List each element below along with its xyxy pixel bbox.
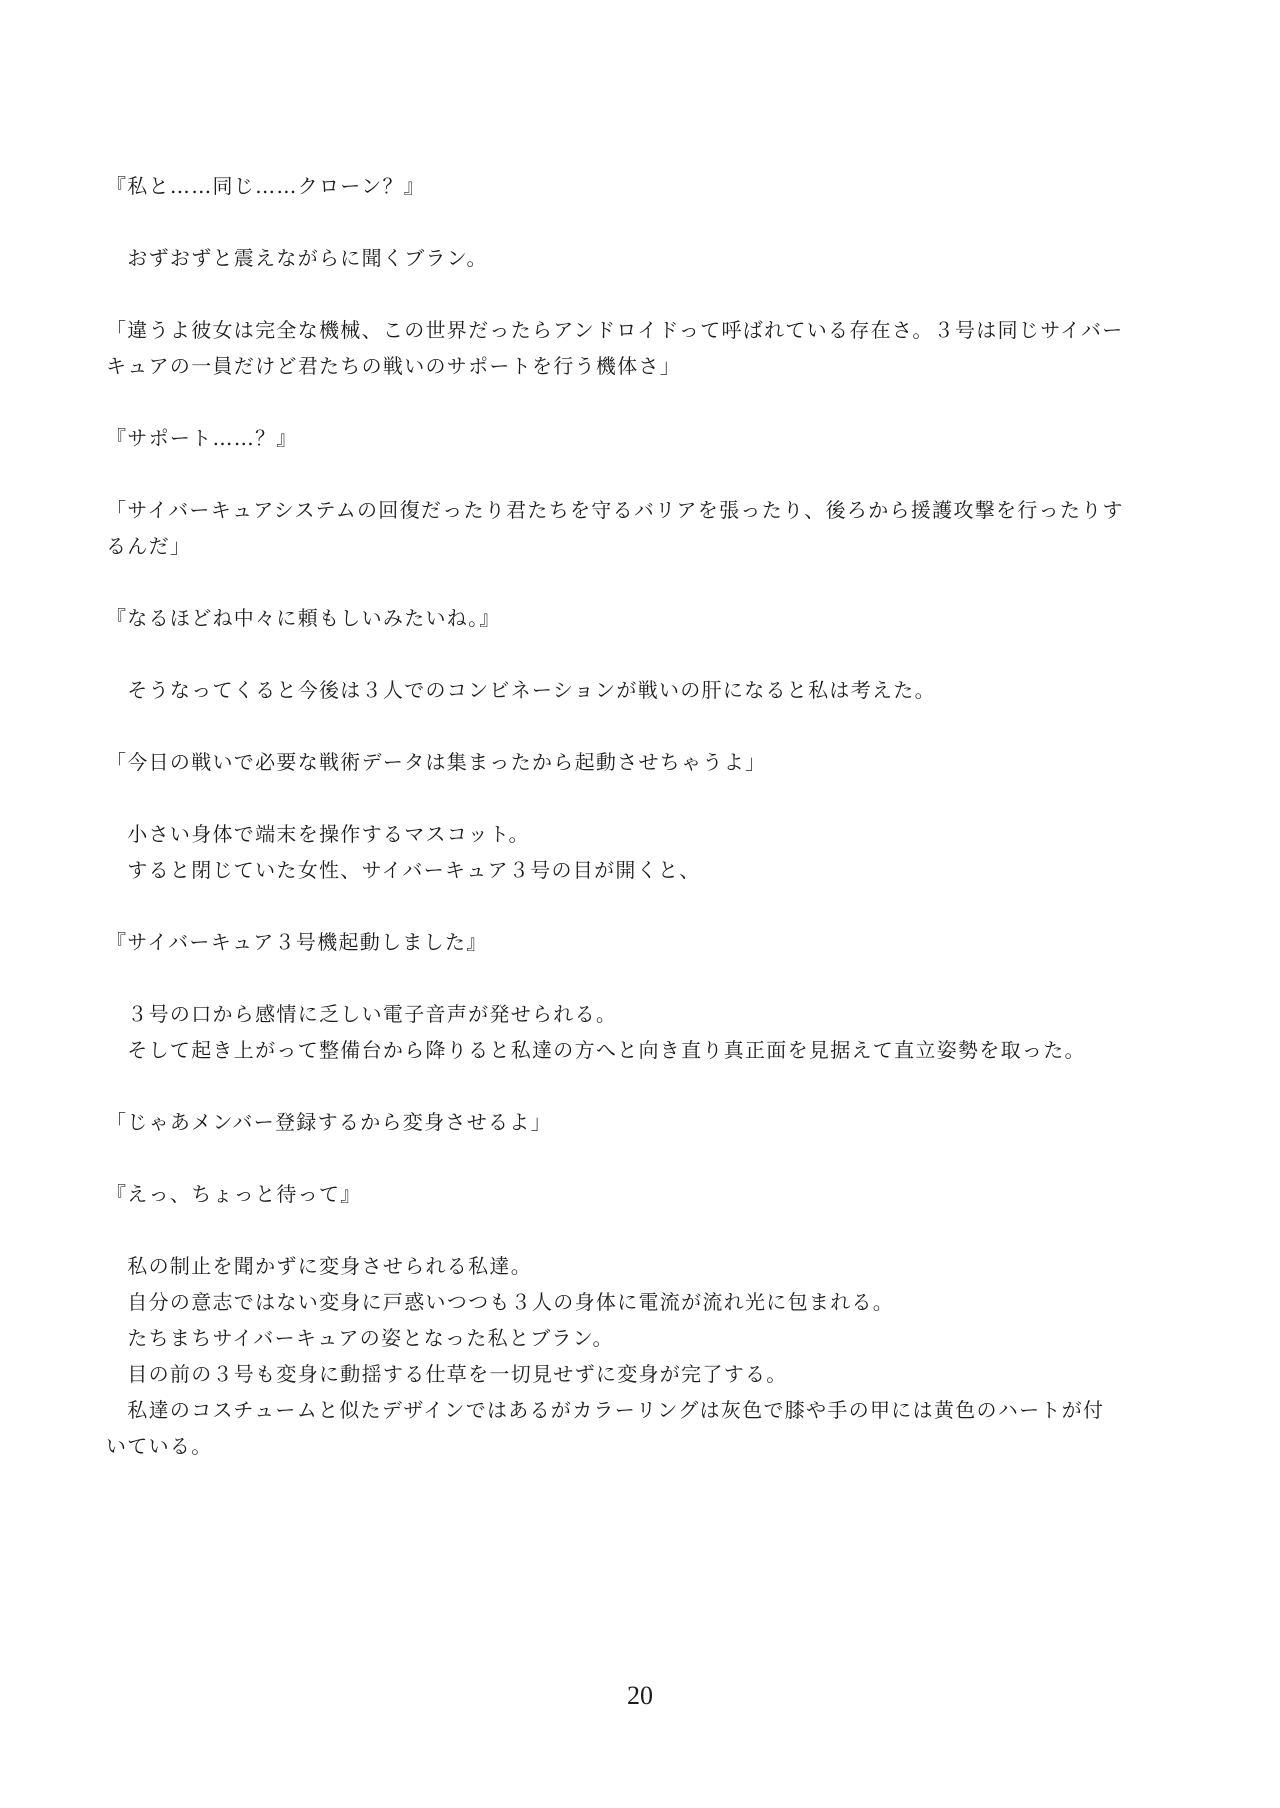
text-line: たちまちサイバーキュアの姿となった私とブラン。	[106, 1326, 614, 1350]
paragraph-gap	[106, 780, 1186, 816]
text-line: キュアの一員だけど君たちの戦いのサポートを行う機体さ」	[106, 354, 682, 378]
text-line: 『なるほどね中々に頼もしいみたいね。』	[106, 606, 501, 630]
paragraph-gap	[106, 960, 1186, 996]
text-line: 『えっ、ちょっと待って』	[106, 1182, 362, 1206]
paragraph-gap	[106, 1140, 1186, 1176]
text-line: 「サイバーキュアシステムの回復だったり君たちを守るバリアを張ったり、後ろから援護攻撃を行ったりす	[106, 498, 1124, 522]
text-line: 『サポート……？』	[106, 426, 298, 450]
text-line: おずおずと震えながらに聞くブラン。	[106, 246, 488, 270]
paragraph-gap	[106, 1212, 1186, 1248]
text-line: 「じゃあメンバー登録するから変身させるよ」	[106, 1110, 552, 1134]
text-line: すると閉じていた女性、サイバーキュア３号の目が開くと、	[106, 858, 701, 882]
paragraph-gap	[106, 204, 1186, 240]
paragraph-gap	[106, 564, 1186, 600]
text-line: そして起き上がって整備台から降りると私達の方へと向き直り真正面を見据えて直立姿勢を取った。	[106, 1038, 1086, 1062]
paragraph-gap	[106, 276, 1186, 312]
paragraph-gap	[106, 708, 1186, 744]
paragraph-gap	[106, 636, 1186, 672]
paragraph-gap	[106, 1068, 1186, 1104]
text-line: 自分の意志ではない変身に戸惑いつつも３人の身体に電流が流れ光に包まれる。	[106, 1290, 895, 1314]
text-line: 『私と……同じ……クローン？』	[106, 174, 426, 198]
paragraph-gap	[106, 888, 1186, 924]
text-line: 目の前の３号も変身に動揺する仕草を一切見せずに変身が完了する。	[106, 1362, 788, 1386]
paragraph-gap	[106, 456, 1186, 492]
text-line: 『サイバーキュア３号機起動しました』	[106, 930, 488, 954]
paragraph-gap	[106, 384, 1186, 420]
text-line: 小さい身体で端末を操作するマスコット。	[106, 822, 530, 846]
text-line: 私の制止を聞かずに変身させられる私達。	[106, 1254, 532, 1278]
text-line: 「今日の戦いで必要な戦術データは集まったから起動させちゃうよ」	[106, 750, 767, 774]
text-line: 「違うよ彼女は完全な機械、この世界だったらアンドロイドって呼ばれている存在さ。３号は同じサイバー	[106, 318, 1124, 342]
text-line: いている。	[106, 1434, 213, 1458]
text-line: ３号の口から感情に乏しい電子音声が発せられる。	[106, 1002, 618, 1026]
text-line: 私達のコスチュームと似たデザインではあるがカラーリングは灰色で膝や手の甲には黄色のハートが付	[106, 1398, 1105, 1422]
page-number: 20	[627, 1681, 653, 1710]
text-line: るんだ」	[106, 534, 192, 558]
body-text	[106, 168, 1186, 1464]
text-line: そうなってくると今後は３人でのコンビネーションが戦いの肝になると私は考えた。	[106, 678, 936, 702]
